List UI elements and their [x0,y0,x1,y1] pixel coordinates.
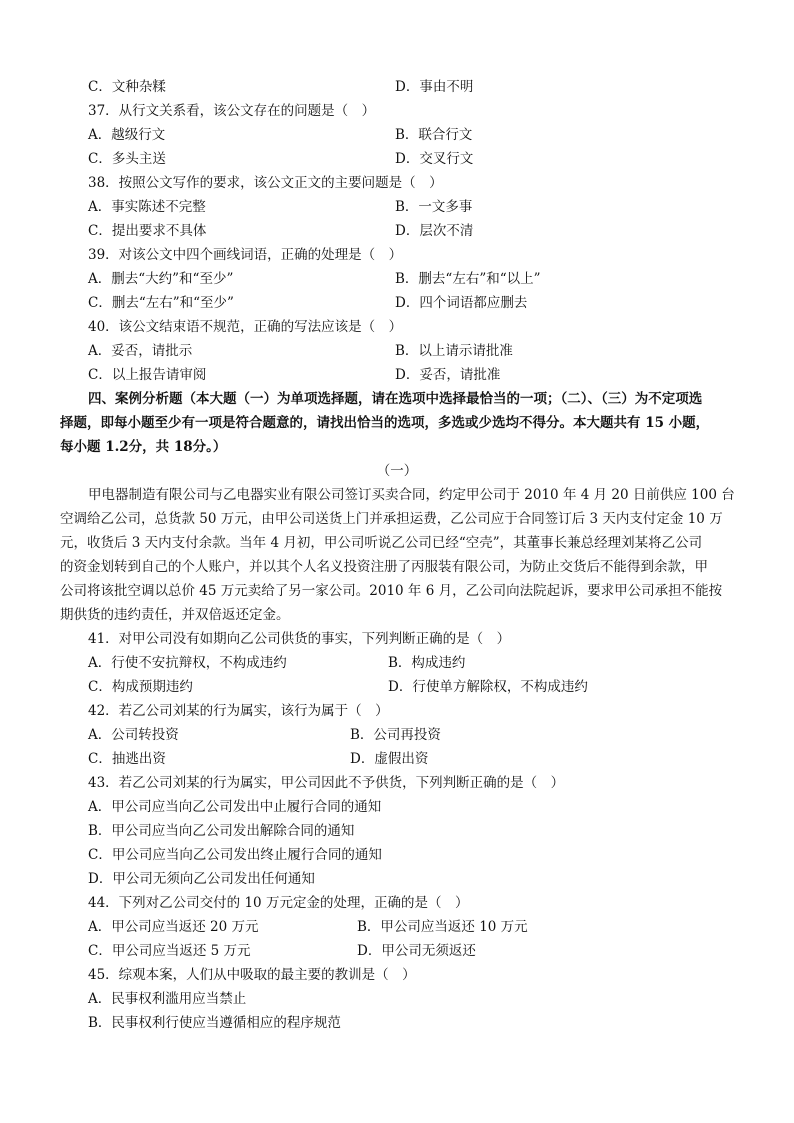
q36-option-d: D．事由不明 [395,79,474,95]
q44-option-c: C．甲公司应当返还 5 万元 [88,943,251,959]
q43-option-d: D．甲公司无须向乙公司发出任何通知 [88,871,315,887]
q40-option-c: C．以上报告请审阅 [88,367,207,383]
case-line-2: 空调给乙公司，总货款 50 万元，由甲公司送货上门并承担运费，乙公司应于合同签订后 3 天内支付定金 10 万 [60,511,723,527]
q42-option-d: D．虚假出资 [350,751,429,767]
q41-option-c: C．构成预期违约 [88,679,193,695]
q38-option-b: B．一文多事 [395,199,473,215]
q38-option-a: A．事实陈述不完整 [88,199,206,215]
q41-option-b: B．构成违约 [388,655,466,671]
q37-option-a: A．越级行文 [88,127,166,143]
case-line-5: 公司将该批空调以总价 45 万元卖给了另一家公司。2010 年 6 月，乙公司向法院起诉，要求甲公司承担不能按 [60,583,723,599]
section-heading-line-3: 每小题 1.2分，共 18分。） [60,439,227,455]
q37-stem: 37．从行文关系看，该公文存在的问题是（ ） [88,103,376,119]
q40-option-a: A．妥否，请批示 [88,343,193,359]
q39-option-b: B．删去“左右”和“以上” [395,271,541,287]
q36-option-c: C．文种杂糅 [88,79,166,95]
q41-option-a: A．行使不安抗辩权，不构成违约 [88,655,287,671]
section-heading-line-1: 四、案例分析题（本大题（一）为单项选择题，请在选项中选择最恰当的一项；（二）、（三）为不定项选 [88,391,703,407]
q42-option-c: C．抽逃出资 [88,751,166,767]
q37-option-c: C．多头主送 [88,151,166,167]
section-heading-line-2: 择题，即每小题至少有一项是符合题意的，请找出恰当的选项，多选或少选均不得分。本大题共有 15 小题， [60,415,710,431]
q38-option-d: D．层次不清 [395,223,474,239]
q38-stem: 38．按照公文写作的要求，该公文正文的主要问题是（ ） [88,175,443,191]
q39-option-a: A．删去“大约”和“至少” [88,271,234,287]
q43-stem: 43．若乙公司刘某的行为属实，甲公司因此不予供货，下列判断正确的是（ ） [88,775,565,791]
q45-option-b: B．民事权利行使应当遵循相应的程序规范 [88,1015,341,1031]
q40-stem: 40．该公文结束语不规范，正确的写法应该是（ ） [88,319,403,335]
q41-option-d: D．行使单方解除权，不构成违约 [388,679,588,695]
q40-option-d: D．妥否，请批准 [395,367,501,383]
case-line-1: 甲电器制造有限公司与乙电器实业有限公司签订买卖合同，约定甲公司于 2010 年 4 月 20 日前供应 100 台 [88,487,735,503]
q44-option-b: B．甲公司应当返还 10 万元 [357,919,528,935]
q37-option-b: B．联合行文 [395,127,473,143]
case-line-6: 期供货的违约责任，并双倍返还定金。 [60,607,290,623]
q44-stem: 44．下列对乙公司交付的 10 万元定金的处理，正确的是（ ） [88,895,469,911]
case-line-4: 的资金划转到自己的个人账户，并以其个人名义投资注册了丙服装有限公司，为防止交货后不能得到余款，甲 [60,559,708,575]
q43-option-b: B．甲公司应当向乙公司发出解除合同的通知 [88,823,355,839]
q45-stem: 45．综观本案，人们从中吸取的最主要的教训是（ ） [88,967,416,983]
q42-option-a: A．公司转投资 [88,727,179,743]
q40-option-b: B．以上请示请批准 [395,343,513,359]
part-label: （一） [376,463,418,479]
q43-option-a: A．甲公司应当向乙公司发出中止履行合同的通知 [88,799,382,815]
q39-stem: 39．对该公文中四个画线词语，正确的处理是（ ） [88,247,403,263]
q44-option-d: D．甲公司无须返还 [357,943,476,959]
q42-option-b: B．公司再投资 [350,727,441,743]
case-line-3: 元，收货后 3 天内支付余款。当年 4 月初，甲公司听说乙公司已经“空壳”，其董事长兼总经理刘某将乙公司 [60,535,703,551]
q39-option-d: D．四个词语都应删去 [395,295,528,311]
q45-option-a: A．民事权利滥用应当禁止 [88,991,247,1007]
q38-option-c: C．提出要求不具体 [88,223,207,239]
q42-stem: 42．若乙公司刘某的行为属实，该行为属于（ ） [88,703,389,719]
q44-option-a: A．甲公司应当返还 20 万元 [88,919,259,935]
q39-option-c: C．删去“左右”和“至少” [88,295,234,311]
q43-option-c: C．甲公司应当向乙公司发出终止履行合同的通知 [88,847,382,863]
q41-stem: 41．对甲公司没有如期向乙公司供货的事实，下列判断正确的是（ ） [88,631,511,647]
q37-option-d: D．交叉行文 [395,151,474,167]
